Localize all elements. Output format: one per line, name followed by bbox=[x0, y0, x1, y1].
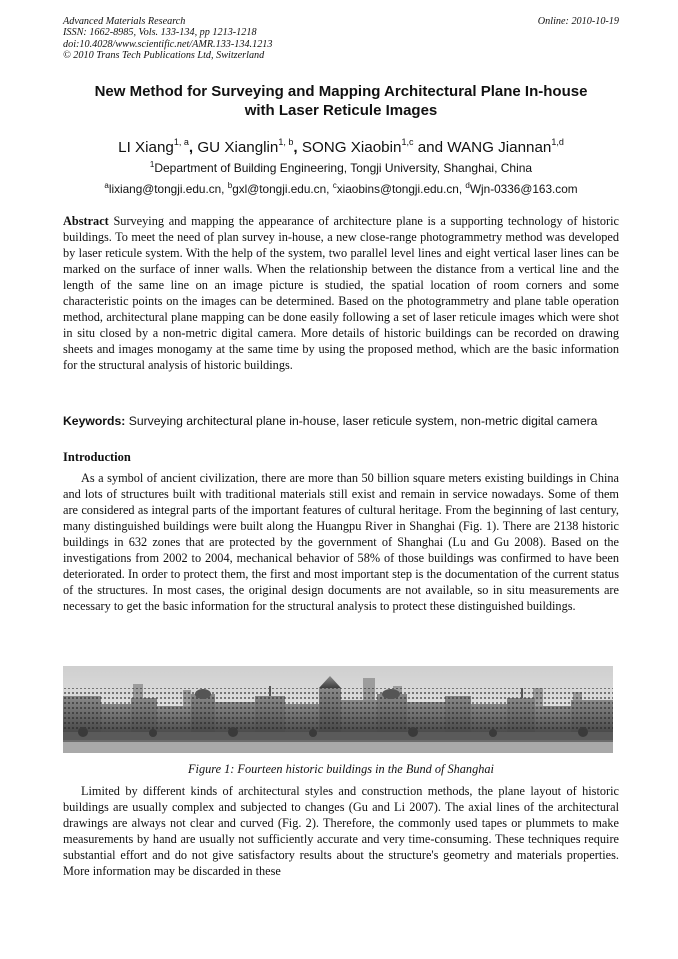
figure-1-caption: Figure 1: Fourteen historic buildings in the Bund of Shanghai bbox=[188, 762, 494, 776]
keywords bbox=[63, 413, 619, 429]
abstract-label: Abstract bbox=[63, 214, 109, 228]
author-list bbox=[63, 132, 619, 158]
introduction-paragraph-2: Limited by different kinds of architectural styles and construction methods, the plane layout of historic buildings are usually complex and subjected to changes (Gu and Li 2007). The axial lines of the architectural drawings are always not clear and curved (Fig. 2). Therefore, the commonly used tapes or plummets to make measurements by hand are usually not sufficiently accurate and very time-consuming. These techniques require substantial effort and do not give satisfactory results about the structure's geometry and materials properties. More information may be discarded in these bbox=[63, 784, 619, 879]
author-sup: 1,c bbox=[401, 137, 414, 147]
affiliation-sup: 1 bbox=[149, 160, 155, 169]
email-sup: d bbox=[465, 181, 470, 190]
author-separator: , bbox=[188, 139, 198, 156]
doi-line: doi:10.4028/www.scientific.net/AMR.133-134.1213 bbox=[63, 38, 273, 50]
email-sup: b bbox=[227, 181, 233, 190]
email-list bbox=[63, 178, 619, 197]
email-sup: a bbox=[104, 181, 109, 190]
paper-title bbox=[63, 82, 619, 120]
figure-1-bund-photo bbox=[63, 666, 613, 753]
author-name: GU Xianglin bbox=[197, 139, 279, 156]
bund-skyline-image bbox=[63, 666, 613, 753]
issn-line: ISSN: 1662-8985, Vols. 133-134, pp 1213-1218 bbox=[63, 27, 257, 39]
section-heading-introduction: Introduction bbox=[63, 450, 131, 464]
author-sup: 1, a bbox=[173, 137, 189, 147]
affiliation-text: Department of Building Engineering, Tongji University, Shanghai, China bbox=[154, 161, 533, 175]
journal-name: Advanced Materials Research bbox=[63, 16, 186, 27]
keywords-text: Surveying architectural plane in-house, laser reticule system, non-metric digital camera bbox=[125, 414, 598, 428]
author-name: WANG Jiannan bbox=[447, 139, 552, 156]
email-address: Wjn-0336@163.com bbox=[469, 182, 578, 196]
email-sup: c bbox=[332, 181, 337, 190]
author-separator: and bbox=[413, 139, 448, 156]
email-address: lixiang@tongji.edu.cn, bbox=[108, 182, 228, 196]
abstract bbox=[63, 213, 619, 373]
title-line-1: New Method for Surveying and Mapping Architectural Plane In-house bbox=[94, 83, 588, 100]
keywords-label: Keywords: bbox=[63, 414, 126, 428]
journal-header bbox=[63, 16, 619, 62]
online-date: Online: 2010-10-19 bbox=[537, 16, 619, 27]
affiliation bbox=[63, 157, 619, 176]
introduction-paragraph-1: As a symbol of ancient civilization, there are more than 50 billion square meters existing buildings in China and lots of structures built with traditional materials still exist and remain in service nowadays. Some of them are considered as integral parts of the important features of cultural heritage. From the beginning of last century, many distinguished buildings were built along the Huangpu River in Shanghai (Fig. 1). There are 2138 historic buildings in 632 zones that are protected by the government of Shanghai (Lu and Gu 2008). Based on the investigations from 2002 to 2004, mechanical behavior of 58% of those buildings was confirmed to have been deteriorated. In order to protect them, the first and most important step is the documentation of the current status of the structures. In most cases, the original design documents are not available, so in situ measurements are necessary to get the basic information for the structural analysis to protect these distinguished buildings. bbox=[63, 471, 619, 614]
author-name: SONG Xiaobin bbox=[301, 139, 402, 156]
author-sup: 1,d bbox=[551, 137, 564, 147]
copyright-line: © 2010 Trans Tech Publications Ltd, Switzerland bbox=[63, 50, 265, 62]
author-name: LI Xiang bbox=[118, 139, 174, 156]
email-address: xiaobins@tongji.edu.cn, bbox=[336, 182, 466, 196]
author-separator: , bbox=[293, 139, 302, 156]
title-line-2: with Laser Reticule Images bbox=[244, 102, 438, 119]
abstract-text: Surveying and mapping the appearance of architecture plane is a supporting technology of historic buildings. To meet the need of plan survey in-house, a new close-range photogrammetry method was developed by laser reticule system. With the help of the system, two parallel level lines and eight vertical laser lines can be marked on the surface of inner walls. When the relationship between the distance from a vertical line and the length of the same line on an image picture is studied, the spatial location of room corners and some characteristic points on the images can be determined. Based on the photogrammetry and plane table operation method, architectural plane mapping can be done easily following a set of laser reticule images which were shot in situ closed by a non-metric digital camera. More details of historic buildings can be recorded on drawing sheets and images monogamy at the same time by using the proposed method, which are the basic information for the structural analysis of historic buildings. bbox=[63, 214, 619, 373]
email-address: gxl@tongji.edu.cn, bbox=[232, 182, 333, 196]
author-sup: 1, b bbox=[278, 137, 294, 147]
